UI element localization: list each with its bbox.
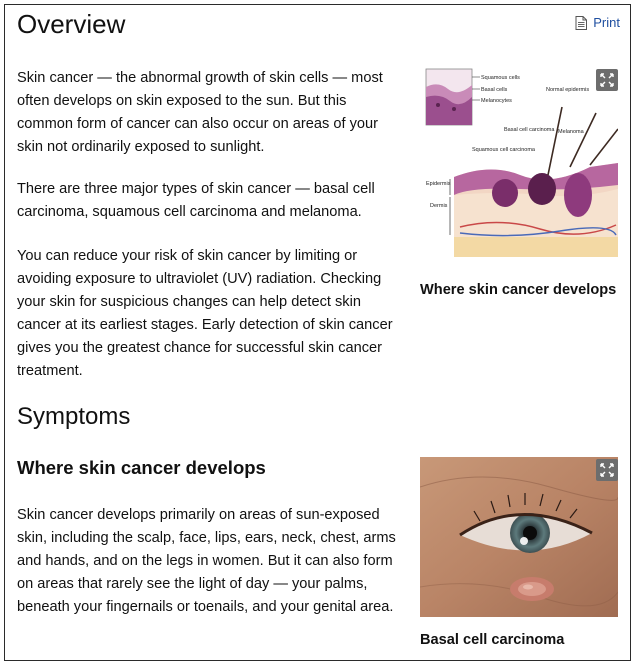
- label-epidermis: Epidermis: [426, 181, 451, 187]
- label-normal-epidermis: Normal epidermis: [546, 87, 590, 93]
- skin-cross-section-illustration[interactable]: [420, 67, 618, 267]
- label-melanocytes: Melanocytes: [481, 98, 512, 104]
- expand-image-button-1[interactable]: [596, 69, 618, 91]
- basal-cell-figure: [420, 457, 618, 651]
- overview-paragraph-2: There are three major types of skin cancer — basal cell carcinoma, squamous cell carcinoma and melanoma.: [17, 181, 375, 220]
- print-link[interactable]: [575, 15, 620, 30]
- figure-caption-2: Basal cell carcinoma: [420, 632, 565, 648]
- document-icon: [575, 16, 587, 30]
- symptoms-subheading: Where skin cancer develops: [17, 457, 266, 478]
- content-panel: [4, 4, 631, 661]
- expand-icon: [596, 69, 618, 91]
- skin-cancer-figure: [420, 67, 618, 301]
- label-squamous-cell-carcinoma: Squamous cell carcinoma: [472, 147, 535, 153]
- symptoms-heading: Symptoms: [17, 403, 131, 430]
- overview-paragraph-1: Skin cancer — the abnormal growth of skin cells — most often develops on skin exposed to the sun. But this common form of cancer can also occur on areas of your skin not ordinarily exposed to sunlight.: [17, 70, 383, 155]
- print-label: Print: [593, 15, 620, 30]
- overview-heading: Overview: [17, 9, 126, 39]
- label-melanoma: Melanoma: [558, 129, 584, 135]
- expand-icon: [596, 459, 618, 481]
- label-dermis: Dermis: [430, 203, 448, 209]
- figure-caption-1: Where skin cancer develops: [420, 282, 617, 298]
- symptoms-paragraph: Skin cancer develops primarily on areas of sun-exposed skin, including the scalp, face, lips, ears, neck, chest, arms and hands, and on the legs in women. But it can also form on areas that rarely see the light of day — your palms, beneath your fingernails or toenails, and your genital area.: [17, 507, 396, 615]
- label-basal-cell-carcinoma: Basal cell carcinoma: [504, 127, 555, 133]
- label-basal-cells: Basal cells: [481, 87, 508, 93]
- basal-cell-carcinoma-photo[interactable]: [420, 457, 618, 617]
- expand-image-button-2[interactable]: [596, 459, 618, 481]
- overview-paragraph-3: You can reduce your risk of skin cancer by limiting or avoiding exposure to ultraviolet (UV) radiation. Checking your skin for suspicious changes can help detect skin cancer at its earliest stages. Early detection of skin cancer gives you the greatest chance for successful skin cancer treatment.: [17, 248, 393, 379]
- label-squamous-cells: Squamous cells: [481, 75, 520, 81]
